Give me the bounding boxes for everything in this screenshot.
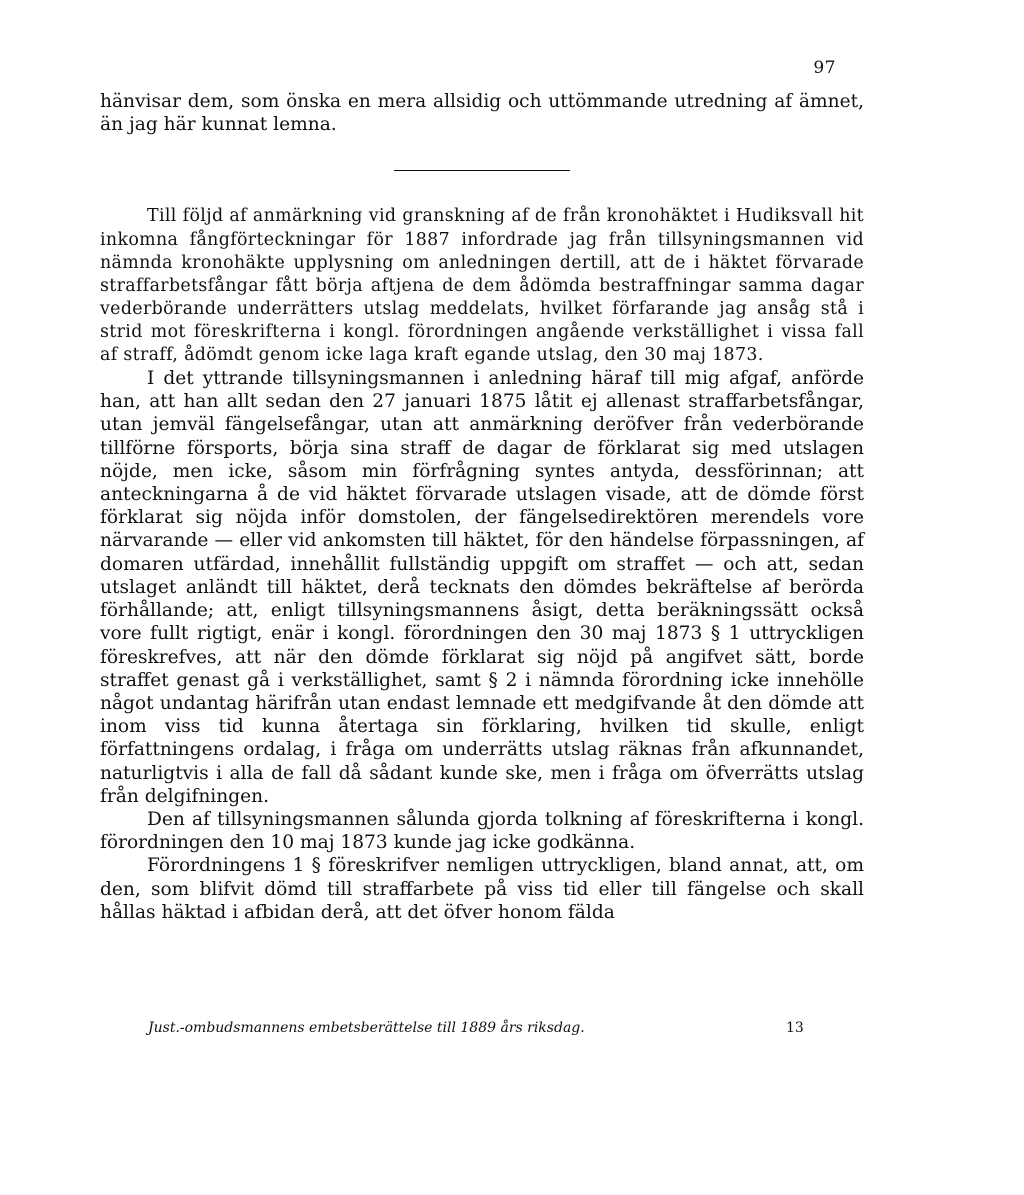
- paragraph-1: hänvisar dem, som önska en mera allsidig och uttömmande utredning af ämnet, än jag här kunnat lemna.: [100, 91, 864, 136]
- page-number: 97: [813, 58, 836, 78]
- paragraph-4: Den af tillsyningsmannen sålunda gjorda tolkning af föreskrifterna i kongl. förordningen den 10 maj 1873 kunde jag icke godkänna.: [100, 808, 864, 854]
- footer-title: Just.-ombudsmannens embetsberättelse till 1889 års riksdag.: [148, 1020, 585, 1036]
- body-text: [100, 90, 864, 924]
- footer-sheet-number: 13: [786, 1020, 804, 1036]
- paragraph-2: Till följd af anmärkning vid granskning af de från kronohäktet i Hudiksvall hit inkomna fångförteckningar för 1887 infordrade jag från tillsyningsmannen vid nämnda kronohäkte upplysning om anledningen dertill, att de i häktet förvarade straffarbetsfångar fått börja aftjena de dem ådömda bestraffningar samma dagar vederbörande underrätters utslag meddelats, hvilket förfarande jag ansåg stå i strid mot föreskrifterna i kongl. förordningen angående verkställighet i vissa fall af straff, ådömdt genom icke laga kraft egande utslag, den 30 maj 1873.: [100, 206, 864, 365]
- paragraph-5: Förordningens 1 § föreskrifver nemligen uttryckligen, bland annat, att, om den, som blifvit dömd till straffarbete på viss tid eller till fängelse och skall hållas häktad i afbidan derå, att det öfver honom fälda: [100, 855, 864, 923]
- paragraph-3: I det yttrande tillsyningsmannen i anledning häraf till mig afgaf, anförde han, att han allt sedan den 27 januari 1875 låtit ej allenast straffarbetsfångar, utan jemväl fängelsefångar, utan att anmärkning deröfver från vederbörande tillförne försports, börja sina straff de dagar de förklarat sig med utslagen nöjde, men icke, såsom min förfrågning syntes antyda, dessförinnan; att anteckningarna å de vid häktet förvarade utslagen visade, att de dömde först förklarat sig nöjda inför domstolen, der fängelsedirektören merendels vore närvarande — eller vid ankomsten till häktet, för den händelse förpassningen, af domaren utfärdad, innehållit fullständig uppgift om straffet — och att, sedan utslaget anländt till häktet, derå tecknats den dömdes bekräftelse af berörda förhållande; att, enligt tillsyningsmannens åsigt, detta beräkningssätt också vore fullt rigtigt, enär i kongl. förordningen den 30 maj 1873 § 1 uttryckligen föreskrefves, att när den dömde förklarat sig nöjd på angifvet sätt, borde straffet genast gå i verkställighet, samt § 2 i nämnda förordning icke innehölle något undantag härifrån utan endast lemnade ett medgifvande åt den dömde att inom viss tid kunna återtaga sin förklaring, hvilken tid skulle, enligt författningens ordalag, i fråga om underrätts utslag räknas från afkunnandet, naturligtvis i alla de fall då sådant kunde ske, men i fråga om öfverrätts utslag från delgifningen.: [100, 368, 864, 807]
- section-divider: [394, 170, 570, 171]
